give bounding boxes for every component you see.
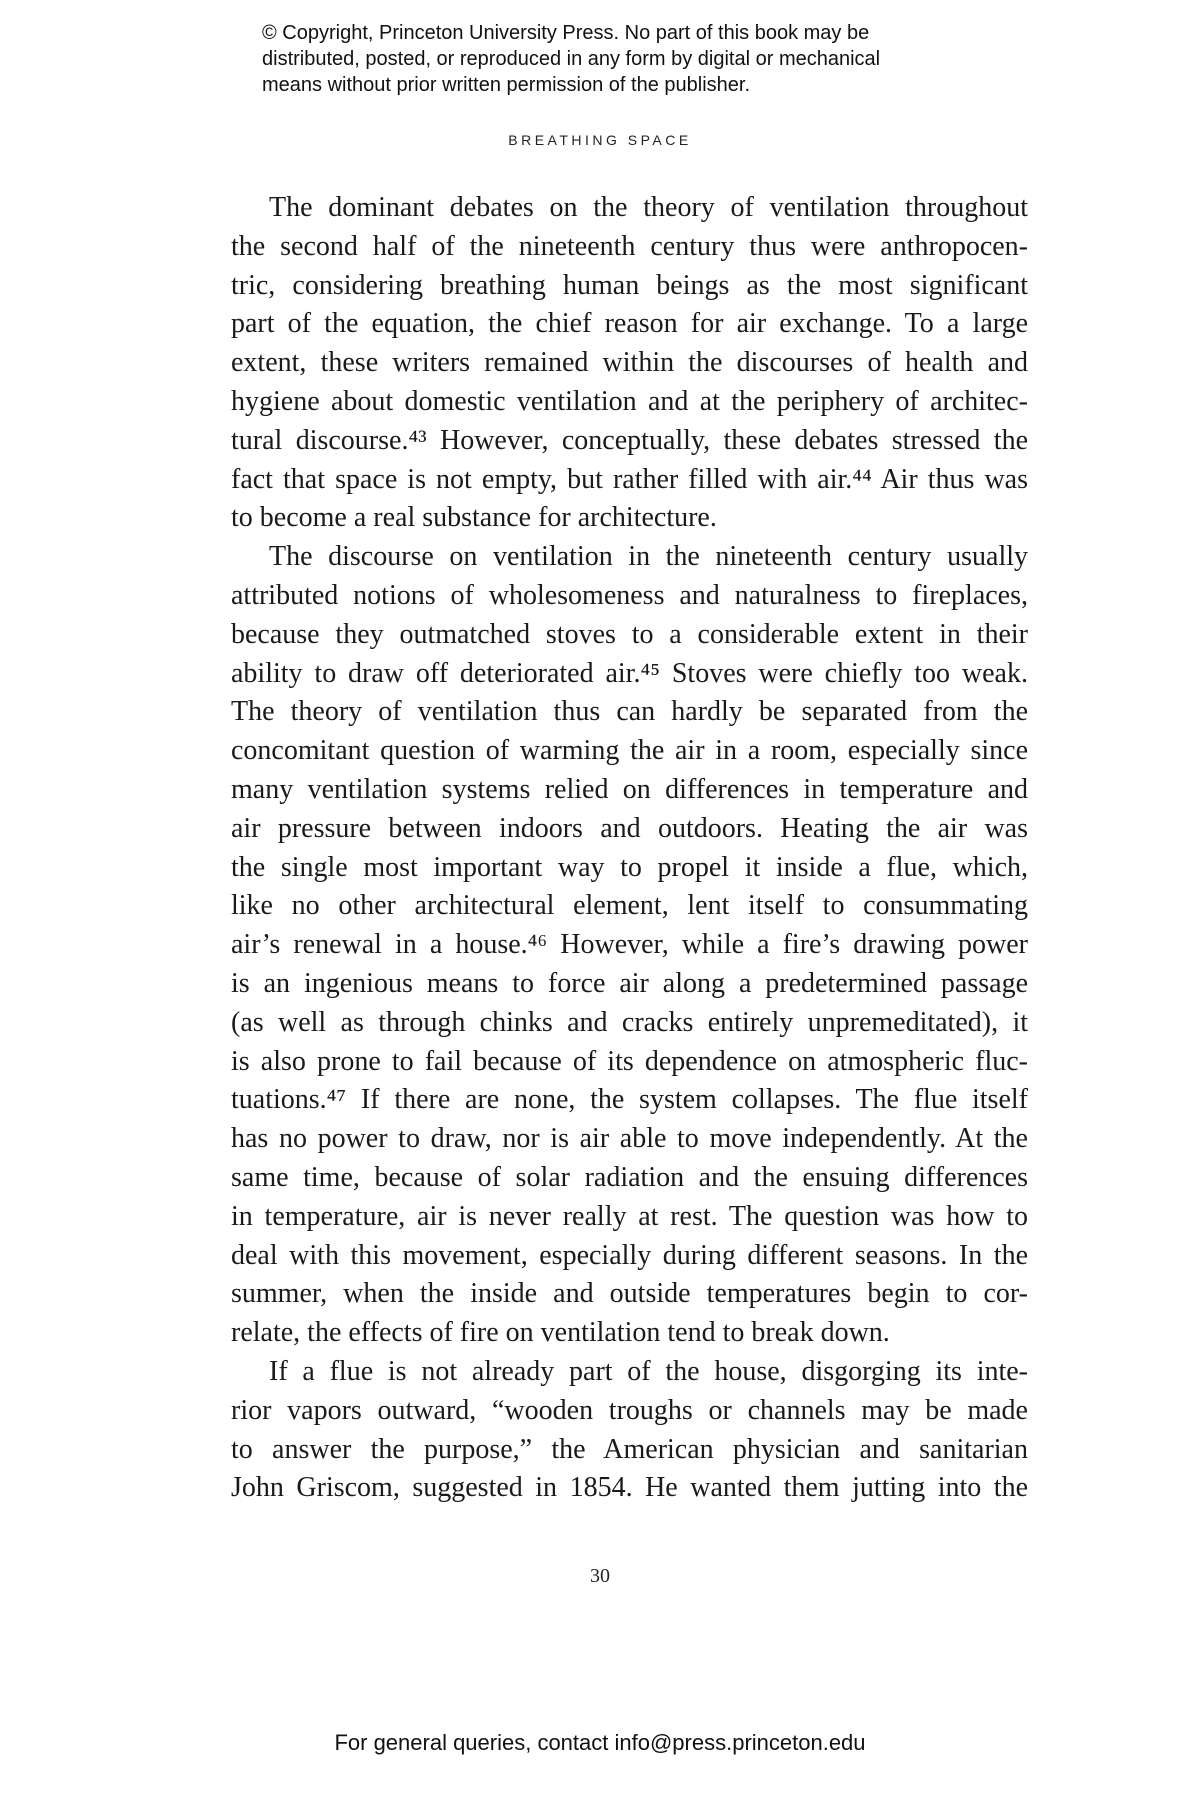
text-line: has no power to draw, nor is air able to move independently. At the	[231, 1123, 1028, 1155]
text-line: like no other architectural element, lent itself to consummating	[231, 890, 1028, 922]
text-line: to become a real substance for architecture.	[231, 502, 717, 534]
text-line: hygiene about domestic ventilation and at the periphery of architec-	[231, 385, 1028, 417]
footer-contact: For general queries, contact info@press.princeton.edu	[334, 1730, 866, 1755]
text-line: tuations.⁴⁷ If there are none, the system collapses. The flue itself	[231, 1084, 1028, 1116]
paragraph-3	[231, 1353, 1028, 1508]
text-line: attributed notions of wholesomeness and naturalness to fireplaces,	[231, 579, 1028, 611]
paragraph-1	[231, 189, 1028, 538]
paragraph-2	[231, 538, 1028, 1353]
text-line: the second half of the nineteenth century thus were anthropocen-	[231, 230, 1028, 262]
text-line: The theory of ventilation thus can hardly be separated from the	[231, 696, 1028, 728]
text-line: tric, considering breathing human beings as the most significant	[231, 269, 1028, 301]
copyright-line: means without prior written permission of the publisher.	[262, 74, 751, 96]
text-line: same time, because of solar radiation and the ensuing differences	[231, 1161, 1028, 1193]
text-line: in temperature, air is never really at rest. The question was how to	[231, 1200, 1028, 1232]
text-line: air pressure between indoors and outdoors. Heating the air was	[231, 812, 1028, 844]
text-line: rior vapors outward, “wooden troughs or channels may be made	[231, 1394, 1028, 1426]
text-line: extent, these writers remained within the discourses of health and	[231, 347, 1028, 379]
text-line: because they outmatched stoves to a considerable extent in their	[231, 618, 1028, 650]
body-text	[231, 189, 1028, 1508]
text-line: relate, the effects of fire on ventilation tend to break down.	[231, 1317, 890, 1349]
text-line: to answer the purpose,” the American physician and sanitarian	[231, 1433, 1028, 1465]
text-line: the single most important way to propel it inside a flue, which,	[231, 851, 1028, 883]
text-line: The dominant debates on the theory of ventilation throughout	[269, 192, 1028, 223]
copyright-notice	[262, 20, 1022, 98]
text-line: The discourse on ventilation in the nineteenth century usually	[269, 541, 1028, 573]
text-line: is an ingenious means to force air along a predetermined passage	[231, 967, 1028, 999]
text-line: summer, when the inside and outside temperatures begin to cor-	[231, 1278, 1028, 1310]
text-line: John Griscom, suggested in 1854. He wanted them jutting into the	[231, 1472, 1028, 1504]
text-line: concomitant question of warming the air in a room, especially since	[231, 735, 1028, 767]
text-line: tural discourse.⁴³ However, conceptually, these debates stressed the	[231, 424, 1028, 456]
copyright-line: distributed, posted, or reproduced in any form by digital or mechanical	[262, 48, 881, 70]
page-number: 30	[590, 1565, 610, 1587]
text-line: If a flue is not already part of the house, disgorging its inte-	[269, 1355, 1028, 1387]
text-line: is also prone to fail because of its dependence on atmospheric fluc-	[231, 1045, 1028, 1077]
running-head: BREATHING SPACE	[508, 132, 692, 148]
text-line: part of the equation, the chief reason for air exchange. To a large	[231, 308, 1028, 340]
text-line: many ventilation systems relied on differences in temperature and	[231, 773, 1028, 805]
text-line: fact that space is not empty, but rather filled with air.⁴⁴ Air thus was	[231, 463, 1028, 495]
text-line: deal with this movement, especially during different seasons. In the	[231, 1239, 1028, 1271]
text-line: ability to draw off deteriorated air.⁴⁵ Stoves were chiefly too weak.	[231, 657, 1028, 689]
copyright-line: © Copyright, Princeton University Press. No part of this book may be	[262, 22, 870, 44]
text-line: air’s renewal in a house.⁴⁶ However, while a fire’s drawing power	[231, 929, 1028, 961]
text-line: (as well as through chinks and cracks entirely unpremeditated), it	[231, 1006, 1028, 1038]
